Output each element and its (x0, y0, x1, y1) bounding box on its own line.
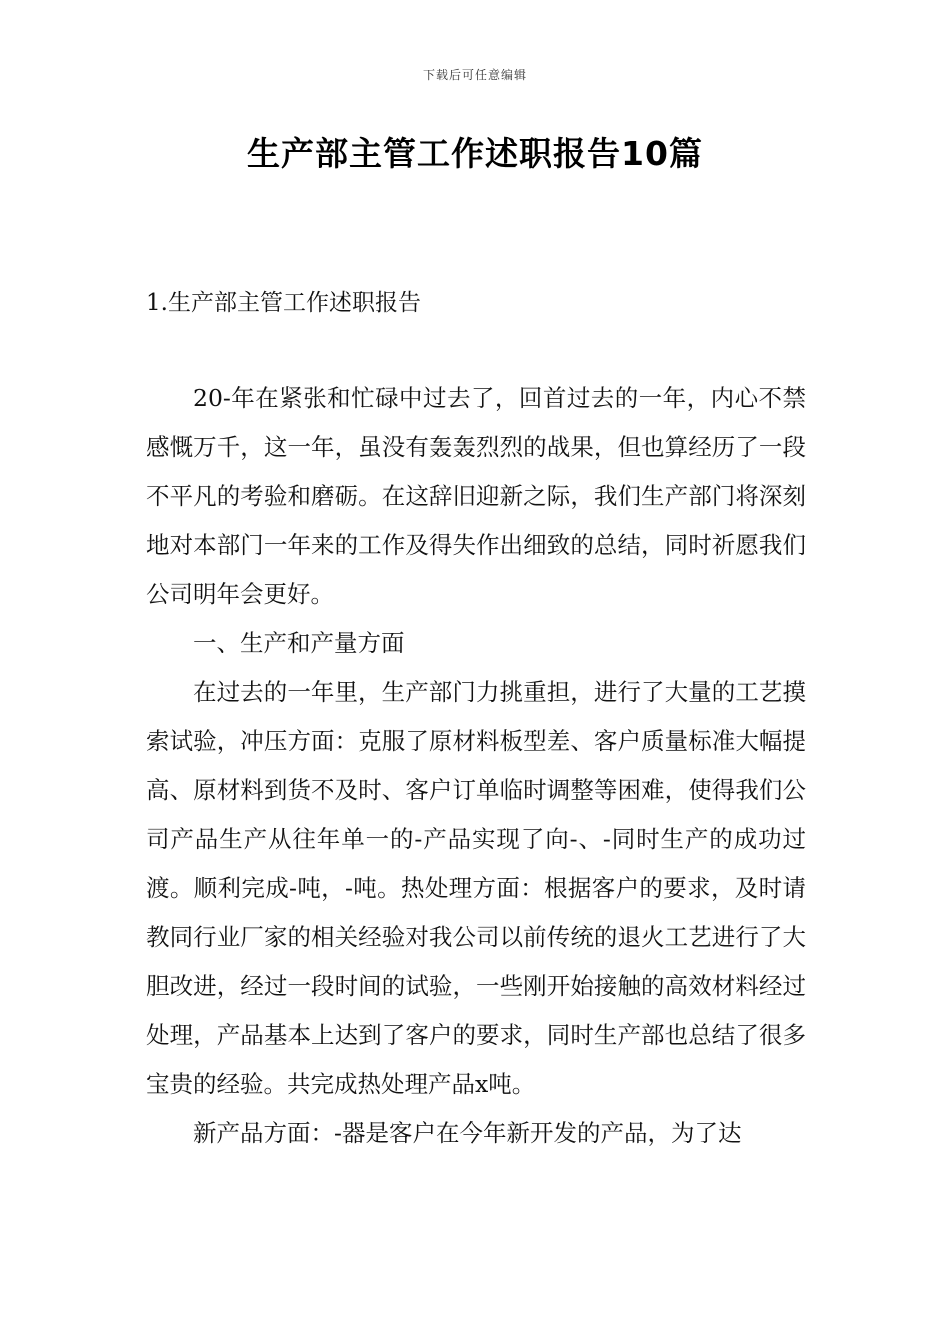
section-heading: 1.生产部主管工作述职报告 (146, 290, 421, 316)
paragraph-intro: 20-年在紧张和忙碌中过去了，回首过去的一年，内心不禁感慨万千，这一年，虽没有轰轰烈烈的战果，但也算经历了一段不平凡的考验和磨砺。在这辞旧迎新之际，我们生产部门将深刻地对本部门一年来的工作及得失作出细致的总结，同时祈愿我们公司明年会更好。 (146, 384, 806, 608)
paragraph-subheading: 一、生产和产量方面 (193, 629, 405, 657)
document-title: 生产部主管工作述职报告10篇 (247, 134, 703, 173)
header-note: 下载后可任意编辑 (422, 68, 527, 82)
paragraph-new-products: 新产品方面：-器是客户在今年新开发的产品，为了达 (193, 1119, 742, 1147)
paragraph-production: 在过去的一年里，生产部门力挑重担，进行了大量的工艺摸索试验，冲压方面：克服了原材料板型差、客户质量标准大幅提高、原材料到货不及时、客户订单临时调整等困难，使得我们公司产品生产从往年单一的-产品实现了向-、-同时生产的成功过渡。顺利完成-吨，-吨。热处理方面：根据客户的要求，及时请教同行业厂家的相关经验对我公司以前传统的退火工艺进行了大胆改进，经过一段时间的试验，一些刚开始接触的高效材料经过处理，产品基本上达到了客户的要求，同时生产部也总结了很多宝贵的经验。共完成热处理产品x吨。 (146, 678, 806, 1098)
document-body (146, 374, 806, 1158)
